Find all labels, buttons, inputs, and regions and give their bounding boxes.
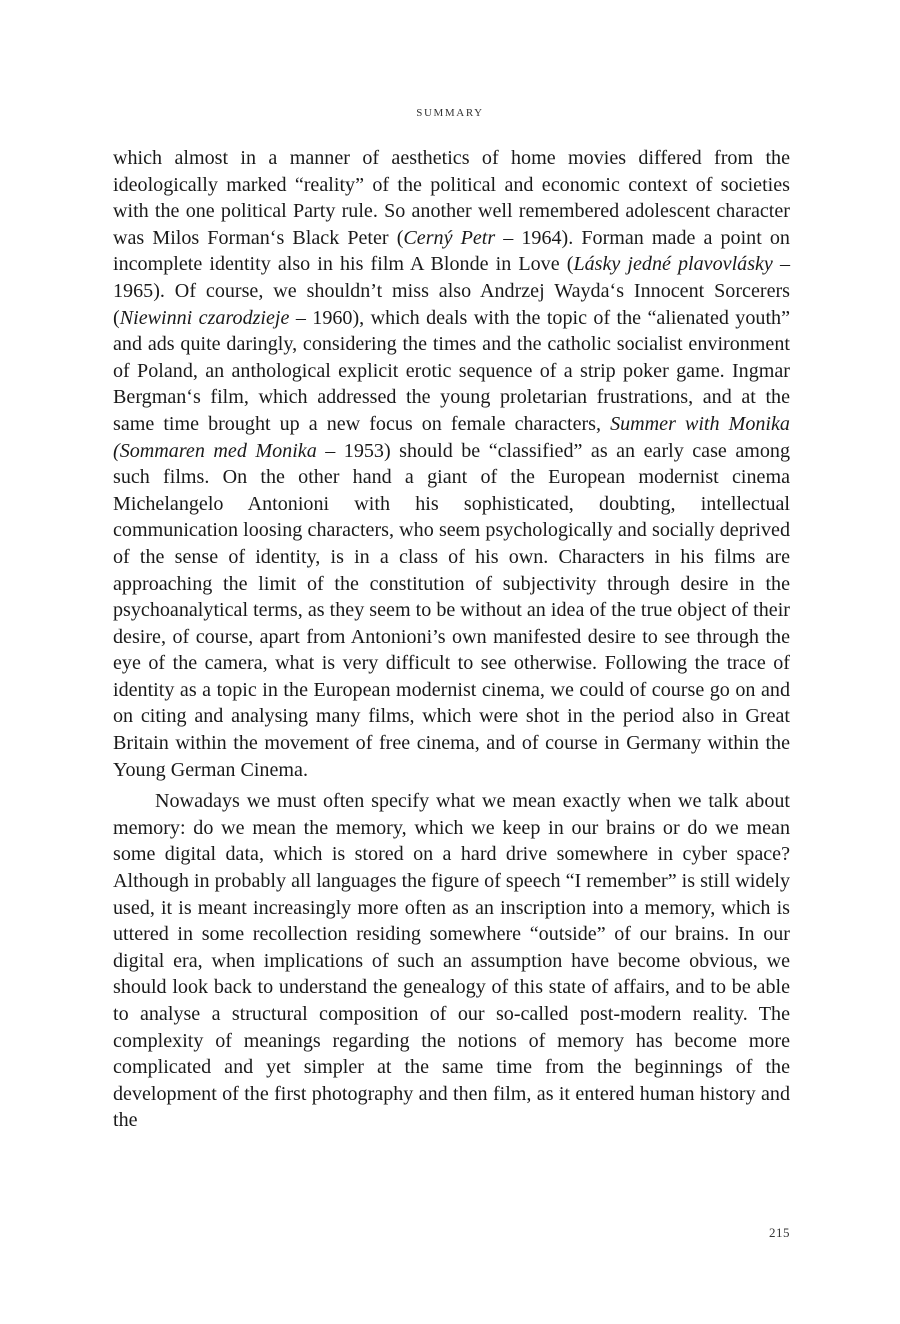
- paragraph-2: [113, 788, 790, 1134]
- film-title-italic: Niewinni czarodzieje: [119, 306, 290, 329]
- text-run: – 1960), which deals with the topic of the “alienated youth” and ads quite daringly, considering the times and the catholic socialist environment of Poland, an anthological explicit erotic sequence of a strip poker game. Ingmar Bergman‘s film, which addressed the young proletarian frustrations, and at the same time brought up a new focus on female characters,: [113, 306, 790, 435]
- text-run: – 1964). Forman made a point on incomplete identity also in his film A Blonde in Love (: [113, 226, 790, 276]
- text-run: – 1965). Of course, we shouldn’t miss also Andrzej Wayda‘s Innocent Sorcerers (: [113, 253, 790, 329]
- film-title-italic: Summer with Monika (Sommaren med Monika: [113, 412, 790, 462]
- film-title-italic: Lásky jedné plavovlásky: [573, 253, 773, 276]
- text-run: – 1953) should be “classified” as an early case among such films. On the other hand a giant of the European modernist cinema Michelangelo Antonioni with his sophisticated, doubting, intellectual communication loosing characters, who seem psychologically and socially deprived of the sense of identity, is in a class of his own. Characters in his films are approaching the limit of the constitution of subjectivity through desire in the psychoanalytical terms, as they seem to be without an idea of the true object of their desire, of course, apart from Antonioni’s own manifested desire to see through the eye of the camera, what is very difficult to see otherwise. Following the trace of identity as a topic in the European modernist cinema, we could of course go on and on citing and analysing many films, which were shot in the period also in Great Britain within the movement of free cinema, and of course in Germany within the Young German Cinema.: [113, 439, 791, 781]
- paragraph-1: [113, 145, 790, 783]
- film-title-italic: Cerný Petr: [403, 226, 496, 249]
- running-head: SUMMARY: [416, 107, 484, 119]
- page-number: 215: [769, 1225, 790, 1240]
- text-run: which almost in a manner of aesthetics of home movies differed from the ideologically marked “reality” of the political and economic context of societies with the one political Party rule. So another well remembered adolescent character was Milos Forman‘s Black Peter (: [113, 147, 790, 249]
- body-text: [113, 145, 790, 1134]
- text-run: Nowadays we must often specify what we mean exactly when we talk about memory: do we mean the memory, which we keep in our brains or do we mean some digital data, which is stored on a hard drive somewhere in cyber space? Although in probably all languages the figure of speech “I remember” is still widely used, it is meant increasingly more often as an inscription into a memory, which is uttered in some recollection residing somewhere “outside” of our brains. In our digital era, when implications of such an assumption have become obvious, we should look back to understand the genealogy of this state of affairs, and to be able to analyse a structural composition of our so-called post-modern reality. The complexity of meanings regarding the notions of memory has become more complicated and yet simpler at the same time from the beginnings of the development of the first photography and then film, as it entered human history and the: [113, 790, 790, 1132]
